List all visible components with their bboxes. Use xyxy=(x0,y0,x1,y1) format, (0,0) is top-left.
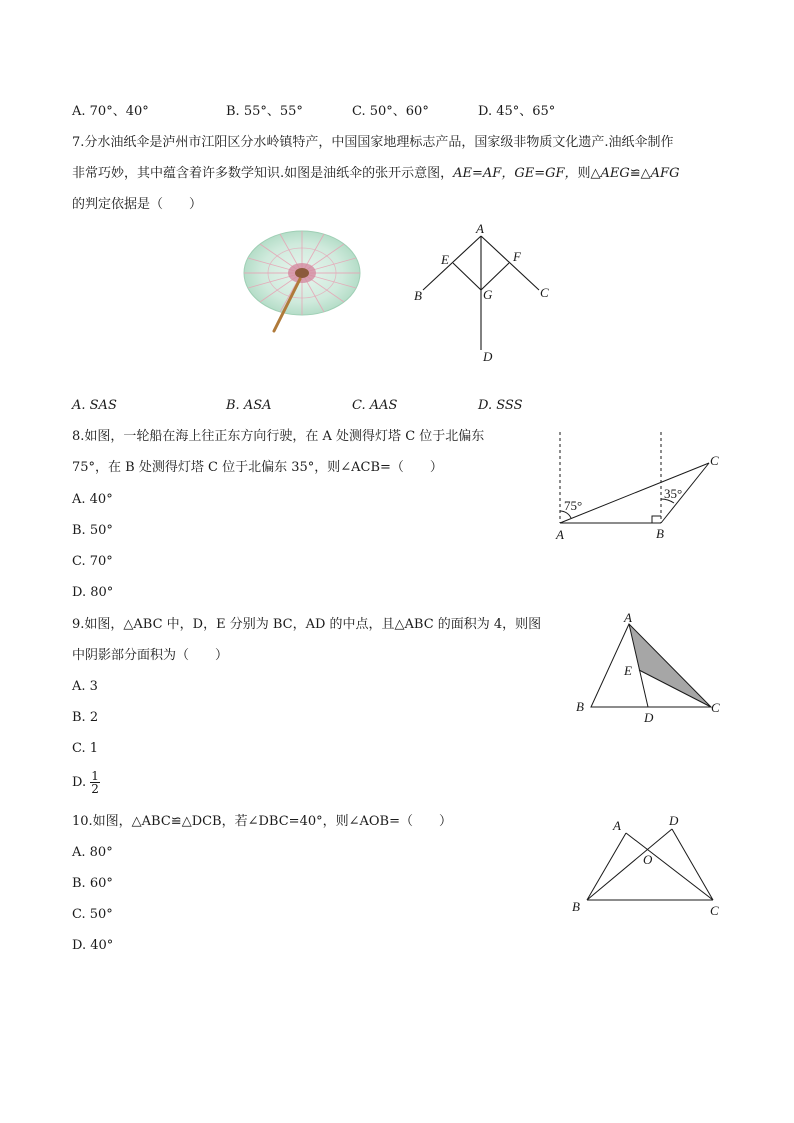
fig9-label-e: E xyxy=(624,663,632,678)
q10-option-c[interactable]: C. 50° xyxy=(72,907,113,922)
q7-line2-cong: ≌△ xyxy=(629,166,651,181)
q7-text-line1: 7.分水油纸伞是泸州市江阳区分水岭镇特产，中国国家地理标志产品，国家级非物质文化遗产.油纸伞制作 xyxy=(72,135,674,150)
q8-text-line1: 8.如图，一轮船在海上往正东方向行驶，在 A 处测得灯塔 C 位于北偏东 xyxy=(72,429,485,444)
fig7-label-d: D xyxy=(483,349,493,364)
fig10-label-a: A xyxy=(613,818,621,833)
q10-option-a[interactable]: A. 80° xyxy=(72,845,113,860)
q9-option-a[interactable]: A. 3 xyxy=(72,679,98,694)
congruent-triangles-figure xyxy=(565,808,735,920)
q9-option-d-prefix: D. xyxy=(72,775,87,790)
q6-option-c[interactable]: C. 50°、60° xyxy=(352,104,429,119)
q10-option-d[interactable]: D. 40° xyxy=(72,938,114,953)
q6-option-b[interactable]: B. 55°、55° xyxy=(226,104,303,119)
fig8-label-c: C xyxy=(710,453,719,468)
q8-option-c[interactable]: C. 70° xyxy=(72,554,113,569)
q7-line2-triangle2: AFG xyxy=(650,166,680,181)
fig7-label-a: A xyxy=(476,221,484,236)
q7-option-a[interactable]: A. SAS xyxy=(72,398,117,413)
q8-option-b[interactable]: B. 50° xyxy=(72,523,113,538)
q9-option-c[interactable]: C. 1 xyxy=(72,741,99,756)
q9-fraction-numerator: 1 xyxy=(91,769,99,783)
q8-option-a[interactable]: A. 40° xyxy=(72,492,113,507)
fig10-label-c: C xyxy=(710,903,719,918)
fig10-label-o: O xyxy=(643,852,653,867)
q9-option-d-fraction xyxy=(90,770,100,795)
q8-text-line2: 75°，在 B 处测得灯塔 C 位于北偏东 35°，则∠ACB=（ ） xyxy=(72,460,443,475)
q7-option-d[interactable]: D. SSS xyxy=(478,398,523,413)
fig8-label-b: B xyxy=(656,526,664,541)
q8-option-d[interactable]: D. 80° xyxy=(72,585,114,600)
fig7-label-e: E xyxy=(441,252,449,267)
oil-paper-umbrella-image xyxy=(240,225,370,340)
q7-line2-pre: 非常巧妙，其中蕴含着许多数学知识.如图是油纸伞的张开示意图， xyxy=(72,166,454,181)
fig7-label-f: F xyxy=(513,249,521,264)
q9-fraction-denominator: 2 xyxy=(91,782,99,796)
fig7-label-c: C xyxy=(540,285,549,300)
fig8-angle-35: 35° xyxy=(664,486,683,501)
fig8-label-a: A xyxy=(556,527,564,542)
q9-text-line2: 中阴影部分面积为（ ） xyxy=(72,648,229,663)
q10-option-b[interactable]: B. 60° xyxy=(72,876,113,891)
fig7-label-g: G xyxy=(483,287,493,302)
q6-option-d[interactable]: D. 45°、65° xyxy=(478,104,556,119)
q7-line2-triangle1: AEG xyxy=(600,166,630,181)
q10-text-line1: 10.如图，△ABC≌△DCB，若∠DBC=40°，则∠AOB=（ ） xyxy=(72,814,452,829)
fig9-label-b: B xyxy=(576,699,584,714)
q7-line2-math: AE=AF，GE=GF， xyxy=(453,166,578,181)
q7-option-b[interactable]: B. ASA xyxy=(226,398,272,413)
q9-option-d[interactable] xyxy=(72,770,100,795)
fig7-label-b: B xyxy=(414,288,422,303)
fig10-label-b: B xyxy=(572,899,580,914)
q7-text-line2 xyxy=(72,164,679,184)
ship-lighthouse-figure xyxy=(548,428,728,548)
q6-option-a[interactable]: A. 70°、40° xyxy=(72,104,149,119)
q7-line2-mid: 则△ xyxy=(577,166,601,181)
q7-text-line3: 的判定依据是（ ） xyxy=(72,197,203,212)
fig9-label-a: A xyxy=(624,612,632,625)
fig9-label-d: D xyxy=(644,710,654,725)
q9-option-b[interactable]: B. 2 xyxy=(72,710,99,725)
triangle-shaded-figure xyxy=(570,612,730,727)
fig8-angle-75: 75° xyxy=(564,498,583,513)
fig9-label-c: C xyxy=(711,700,720,715)
q9-text-line1: 9.如图，△ABC 中，D，E 分别为 BC，AD 的中点，且△ABC 的面积为 4，则图 xyxy=(72,617,542,632)
umbrella-schematic-figure xyxy=(405,220,565,370)
fig10-label-d: D xyxy=(669,813,679,828)
q7-option-c[interactable]: C. AAS xyxy=(352,398,398,413)
